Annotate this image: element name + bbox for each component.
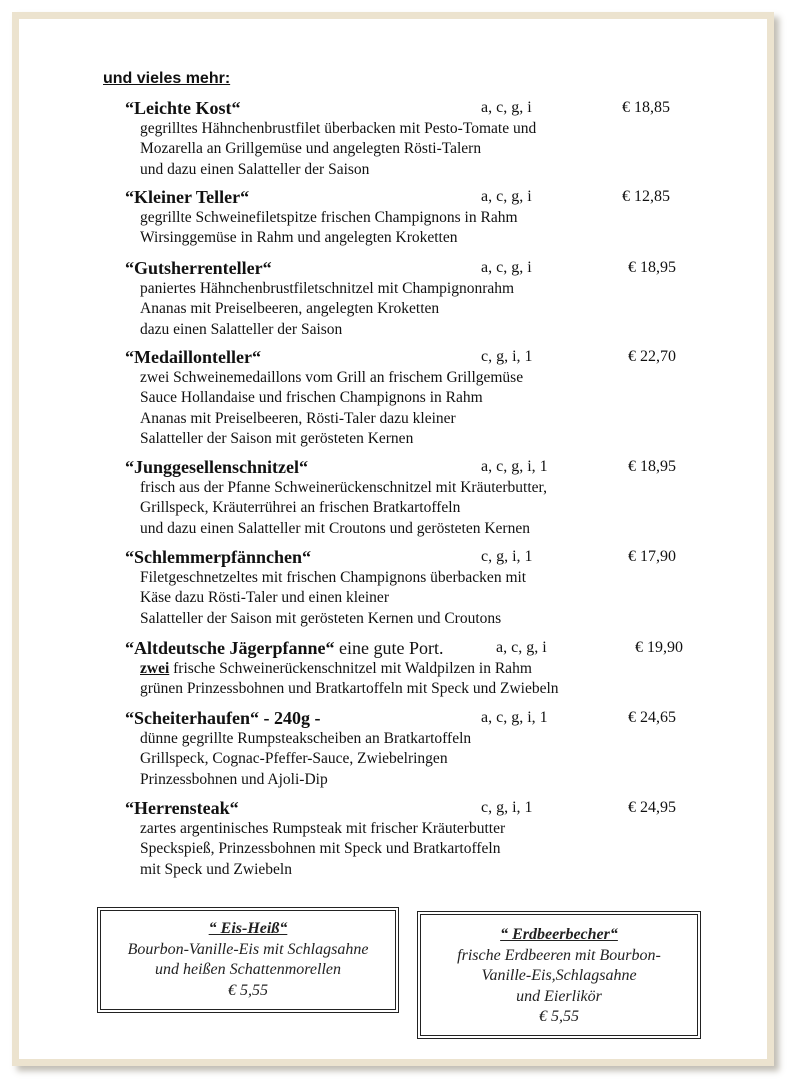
menu-item (125, 797, 725, 880)
item-allergens: a, c, g, i, 1 (481, 458, 548, 475)
item-title-name: “Scheiterhaufen“ (125, 708, 259, 728)
item-allergens: a, c, g, i (481, 188, 532, 205)
description-line: frisch aus der Pfanne Schweinerückenschnitzel mit Kräuterbutter, (140, 479, 547, 496)
item-title: “Medaillonteller“ (125, 347, 261, 367)
dessert-box-eis-heiss (100, 910, 396, 1010)
dessert-line: und Eierlikör (516, 987, 602, 1005)
dessert-title: “ Eis-Heiß“ (208, 920, 288, 937)
description-line: Grillspeck, Kräuterrührei an frischen Bratkartoffeln (140, 499, 461, 517)
item-allergens: a, c, g, i (496, 639, 547, 656)
menu-item (125, 707, 725, 790)
description-line: zwei Schweinemedaillons vom Grill an frischem Grillgemüse (140, 369, 524, 386)
item-allergens: c, g, i, 1 (481, 799, 533, 816)
item-description (140, 119, 725, 180)
description-line: Wirsinggemüse in Rahm und angelegten Kroketten (140, 229, 458, 247)
item-title-name: “Altdeutsche Jägerpfanne“ (125, 638, 335, 658)
section-heading: und vieles mehr: (103, 70, 231, 87)
description-emphasis: zwei (140, 660, 170, 677)
item-description (140, 568, 725, 629)
dessert-box-erdbeerbecher (420, 914, 698, 1036)
item-description (140, 729, 725, 790)
description-line: zartes argentinisches Rumpsteak mit frischer Kräuterbutter (140, 820, 506, 837)
dessert-price: € 5,55 (539, 1008, 579, 1025)
description-line: Sauce Hollandaise und frischen Champignons in Rahm (140, 389, 483, 407)
item-title: “Gutsherrenteller“ (125, 258, 272, 278)
description-line: Salatteller der Saison mit gerösteten Kernen und Croutons (140, 609, 502, 627)
item-allergens: a, c, g, i (481, 259, 532, 276)
item-price: € 18,95 (628, 259, 676, 276)
item-price: € 18,85 (622, 99, 670, 116)
item-price: € 22,70 (628, 348, 676, 365)
item-description (140, 478, 725, 539)
description-line: Prinzessbohnen und Ajoli-Dip (140, 770, 328, 788)
item-title: “Herrensteak“ (125, 798, 239, 818)
description-line: gegrillte Schweinefiletspitze frischen Champignons in Rahm (140, 209, 518, 226)
description-line: Mozarella an Grillgemüse und angelegten Rösti-Talern (140, 140, 482, 158)
item-description (140, 368, 725, 449)
description-line: dazu einen Salatteller der Saison (140, 320, 343, 338)
item-price: € 19,90 (635, 639, 683, 656)
dessert-line: Bourbon-Vanille-Eis mit Schlagsahne (127, 940, 369, 958)
dessert-line: Vanille-Eis,Schlagsahne (481, 967, 637, 984)
dessert-price: € 5,55 (228, 981, 268, 999)
menu-item (125, 637, 725, 700)
description-line: grünen Prinzessbohnen und Bratkartoffeln mit Speck und Zwiebeln (140, 680, 559, 698)
description-line: und dazu einen Salatteller der Saison (140, 160, 370, 178)
item-price: € 12,85 (622, 188, 670, 205)
menu-item (125, 546, 725, 629)
menu-item (125, 97, 725, 180)
item-title-weight: - 240g - (259, 708, 321, 728)
description-line: und dazu einen Salatteller mit Croutons und gerösteten Kernen (140, 519, 530, 537)
item-description (140, 279, 725, 340)
description-line: paniertes Hähnchenbrustfiletschnitzel mit Champignonrahm (140, 280, 515, 297)
item-price: € 24,65 (628, 709, 676, 726)
dessert-line: und heißen Schattenmorellen (154, 961, 342, 978)
item-title-extra: eine gute Port. (334, 638, 444, 658)
item-description (140, 819, 725, 880)
menu-item (125, 257, 725, 340)
item-allergens: c, g, i, 1 (481, 348, 533, 365)
dessert-line: frische Erdbeeren mit Bourbon- (457, 946, 661, 964)
description-line: dünne gegrillte Rumpsteakscheiben an Bratkartoffeln (140, 730, 472, 747)
description-line: Salatteller der Saison mit gerösteten Kernen (140, 429, 414, 447)
description-line: Ananas mit Preiselbeeren, angelegten Kroketten (140, 300, 440, 318)
description-line: Ananas mit Preiselbeeren, Rösti-Taler dazu kleiner (140, 409, 456, 427)
item-allergens: c, g, i, 1 (481, 548, 533, 565)
item-allergens: a, c, g, i (481, 99, 532, 116)
dessert-title: “ Erdbeerbecher“ (500, 926, 618, 943)
item-description (140, 659, 725, 700)
description-line: Grillspeck, Cognac-Pfeffer-Sauce, Zwiebelringen (140, 750, 448, 768)
description-text: frische Schweinerückenschnitzel mit Waldpilzen in Rahm (169, 660, 532, 677)
item-title: “Kleiner Teller“ (125, 187, 250, 207)
item-allergens: a, c, g, i, 1 (481, 709, 548, 726)
description-line: Käse dazu Rösti-Taler und einen kleiner (140, 589, 389, 607)
description-line: Speckspieß, Prinzessbohnen mit Speck und Bratkartoffeln (140, 840, 501, 858)
description-line: mit Speck und Zwiebeln (140, 860, 292, 878)
description-line (140, 659, 725, 679)
menu-item (125, 186, 725, 249)
item-title: “Schlemmerpfännchen“ (125, 547, 311, 567)
item-title: “Junggesellenschnitzel“ (125, 457, 308, 477)
item-price: € 17,90 (628, 548, 676, 565)
menu-item (125, 456, 725, 539)
item-price: € 24,95 (628, 799, 676, 816)
menu-item (125, 346, 725, 449)
item-description (140, 208, 725, 249)
item-price: € 18,95 (628, 458, 676, 475)
description-line: gegrilltes Hähnchenbrustfilet überbacken mit Pesto-Tomate und (140, 120, 537, 137)
description-line: Filetgeschnetzeltes mit frischen Champignons überbacken mit (140, 569, 527, 586)
item-title: “Leichte Kost“ (125, 98, 241, 118)
